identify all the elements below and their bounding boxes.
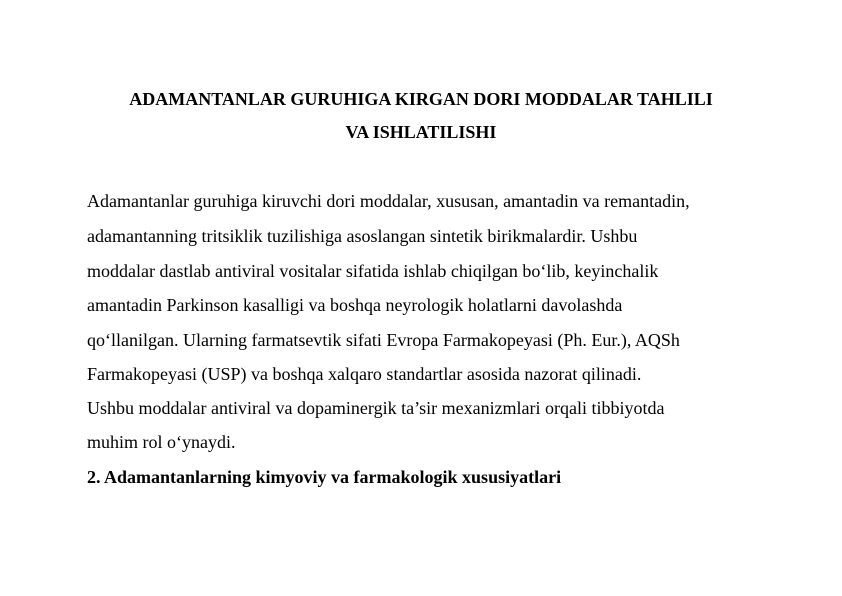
paragraph-line-7: Ushbu moddalar antiviral va dopaminergik ta’sir mexanizmlari orqali tibbiyotda xyxy=(87,398,665,418)
paragraph-line-2: adamantanning tritsiklik tuzilishiga asoslangan sintetik birikmalardir. Ushbu xyxy=(87,226,638,246)
paragraph-line-6: Farmakopeyasi (USP) va boshqa xalqaro standartlar asosida nazorat qilinadi. xyxy=(87,364,642,384)
section-heading: 2. Adamantanlarning kimyoviy va farmakologik xususiyatlari xyxy=(87,467,562,487)
paragraph-line-3: moddalar dastlab antiviral vositalar sifatida ishlab chiqilgan bo‘lib, keyinchalik xyxy=(87,261,659,281)
paragraph-line-1: Adamantanlar guruhiga kiruvchi dori moddalar, xususan, amantadin va remantadin, xyxy=(87,191,690,211)
document-title-line-1: ADAMANTANLAR GURUHIGA KIRGAN DORI MODDALAR TAHLILI xyxy=(129,89,713,109)
document-title-line-2: VA ISHLATILISHI xyxy=(345,122,497,142)
paragraph-line-4: amantadin Parkinson kasalligi va boshqa neyrologik holatlarni davolashda xyxy=(87,295,623,315)
paragraph-line-5: qo‘llanilgan. Ularning farmatsevtik sifati Evropa Farmakopeyasi (Ph. Eur.), AQSh xyxy=(87,330,680,350)
paragraph-line-8: muhim rol o‘ynaydi. xyxy=(87,432,236,452)
